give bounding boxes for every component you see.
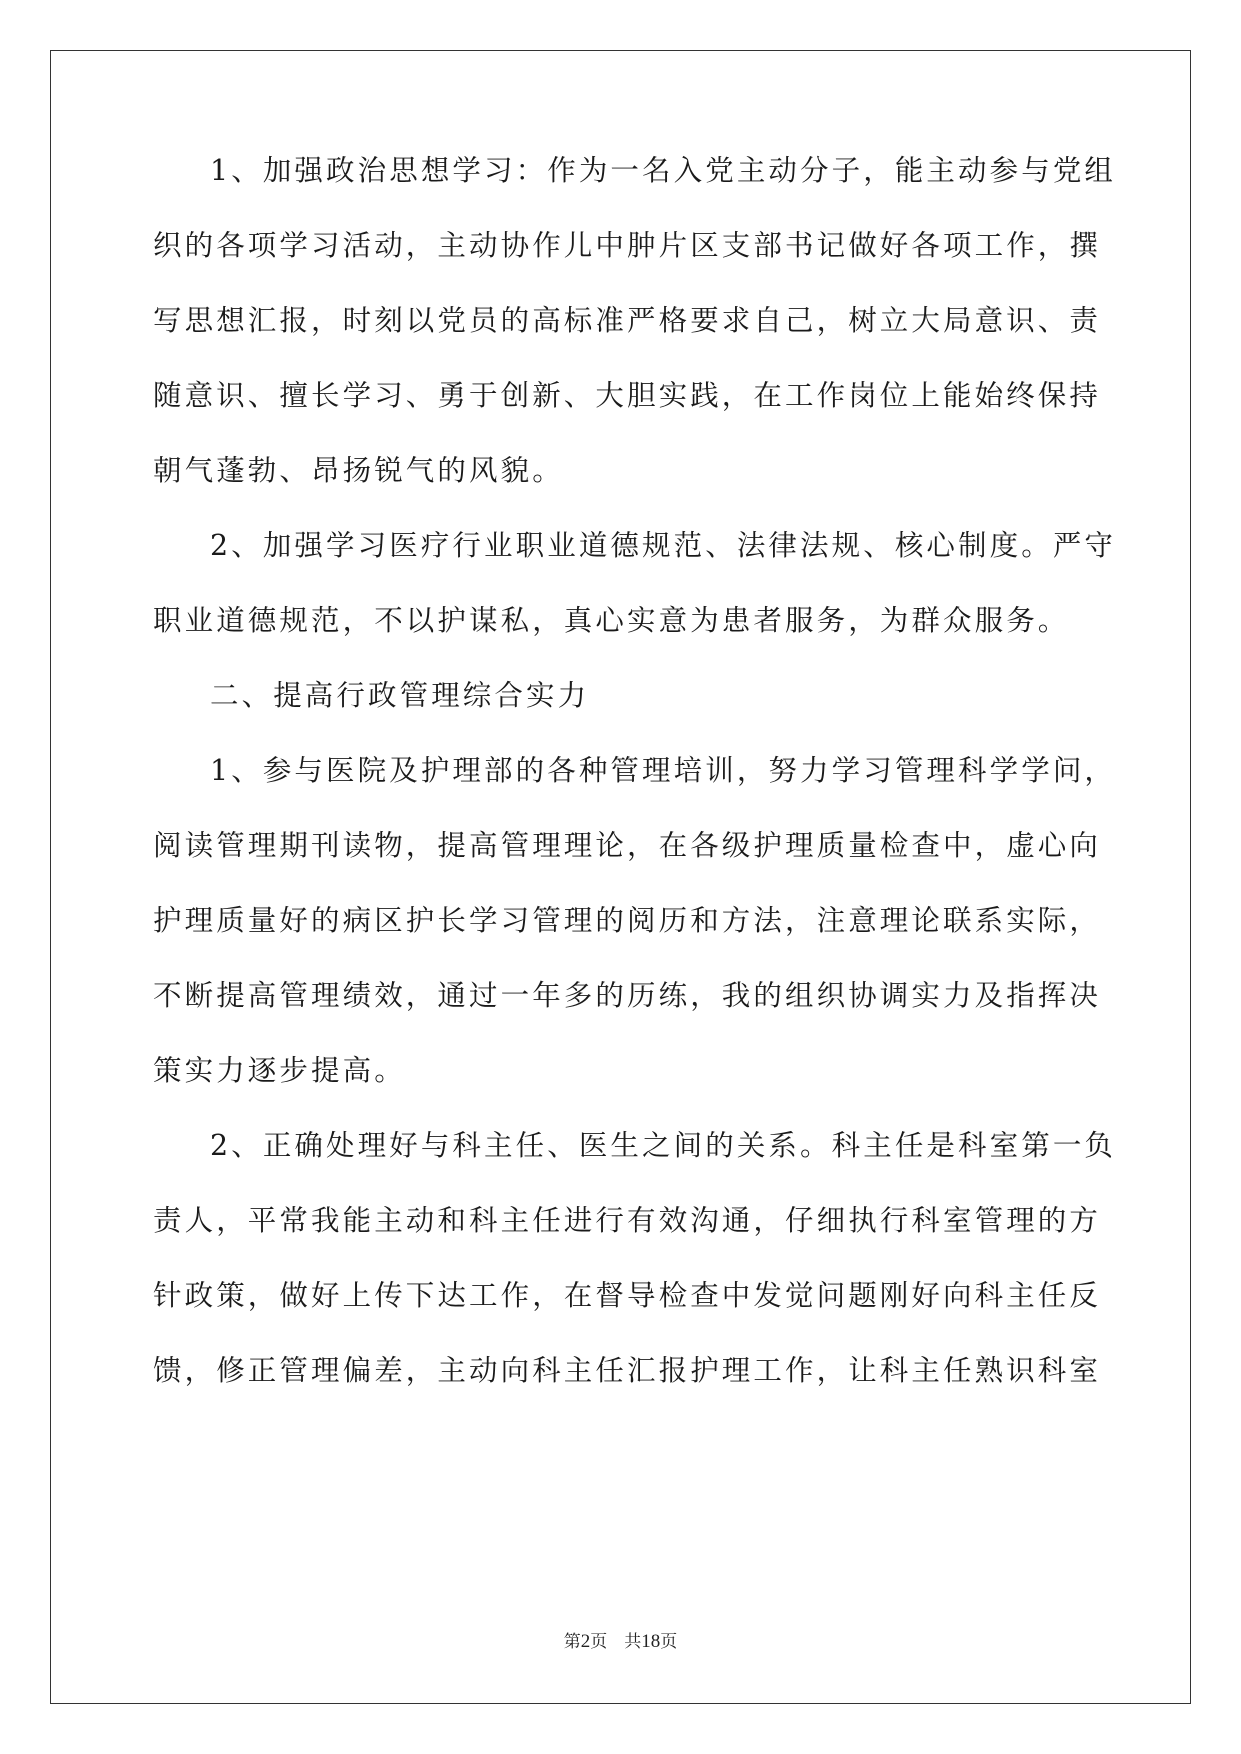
total-pages: 18 (641, 1631, 661, 1652)
paragraph-4-line-1: 2、正确处理好与科主任、医生之间的关系。科主任是科室第一负 (210, 1129, 1117, 1162)
paragraph-4-line-2: 责人，平常我能主动和科主任进行有效沟通，仔细执行科室管理的方 (153, 1204, 1102, 1237)
page-label-suffix: 页 (590, 1632, 608, 1651)
paragraph-3-line-3: 护理质量好的病区护长学习管理的阅历和方法，注意理论联系实际， (153, 904, 1102, 937)
paragraph-1-line-1: 1、加强政治思想学习：作为一名入党主动分子，能主动参与党组 (210, 154, 1117, 187)
paragraph-3-line-4: 不断提高管理绩效，通过一年多的历练，我的组织协调实力及指挥决 (153, 979, 1102, 1012)
section-heading: 二、提高行政管理综合实力 (210, 679, 590, 712)
page-footer (0, 1627, 1241, 1653)
page-number: 2 (580, 1631, 591, 1652)
paragraph-3-line-1: 1、参与医院及护理部的各种管理培训，努力学习管理科学学问， (210, 754, 1117, 787)
paragraph-1-line-3: 写思想汇报，时刻以党员的高标准严格要求自己，树立大局意识、责 (153, 304, 1102, 337)
paragraph-2-line-2: 职业道德规范，不以护谋私，真心实意为患者服务，为群众服务。 (153, 604, 1070, 637)
page-border (50, 50, 1191, 1704)
paragraph-1-line-4: 随意识、擅长学习、勇于创新、大胆实践，在工作岗位上能始终保持 (153, 379, 1102, 412)
paragraph-4-line-4: 馈，修正管理偏差，主动向科主任汇报护理工作，让科主任熟识科室 (153, 1354, 1102, 1387)
paragraph-2-line-1: 2、加强学习医疗行业职业道德规范、法律法规、核心制度。严守 (210, 529, 1117, 562)
paragraph-4-line-3: 针政策，做好上传下达工作，在督导检查中发觉问题刚好向科主任反 (153, 1279, 1102, 1312)
paragraph-3-line-5: 策实力逐步提高。 (153, 1054, 406, 1087)
paragraph-1-line-2: 织的各项学习活动，主动协作儿中肿片区支部书记做好各项工作，撰 (153, 229, 1102, 262)
paragraph-1-line-5: 朝气蓬勃、昂扬锐气的风貌。 (153, 454, 564, 487)
page-label-prefix: 第 (563, 1632, 581, 1651)
total-label-prefix: 共 (624, 1632, 642, 1651)
paragraph-3-line-2: 阅读管理期刊读物，提高管理理论，在各级护理质量检查中，虚心向 (153, 829, 1102, 862)
total-label-suffix: 页 (660, 1632, 678, 1651)
